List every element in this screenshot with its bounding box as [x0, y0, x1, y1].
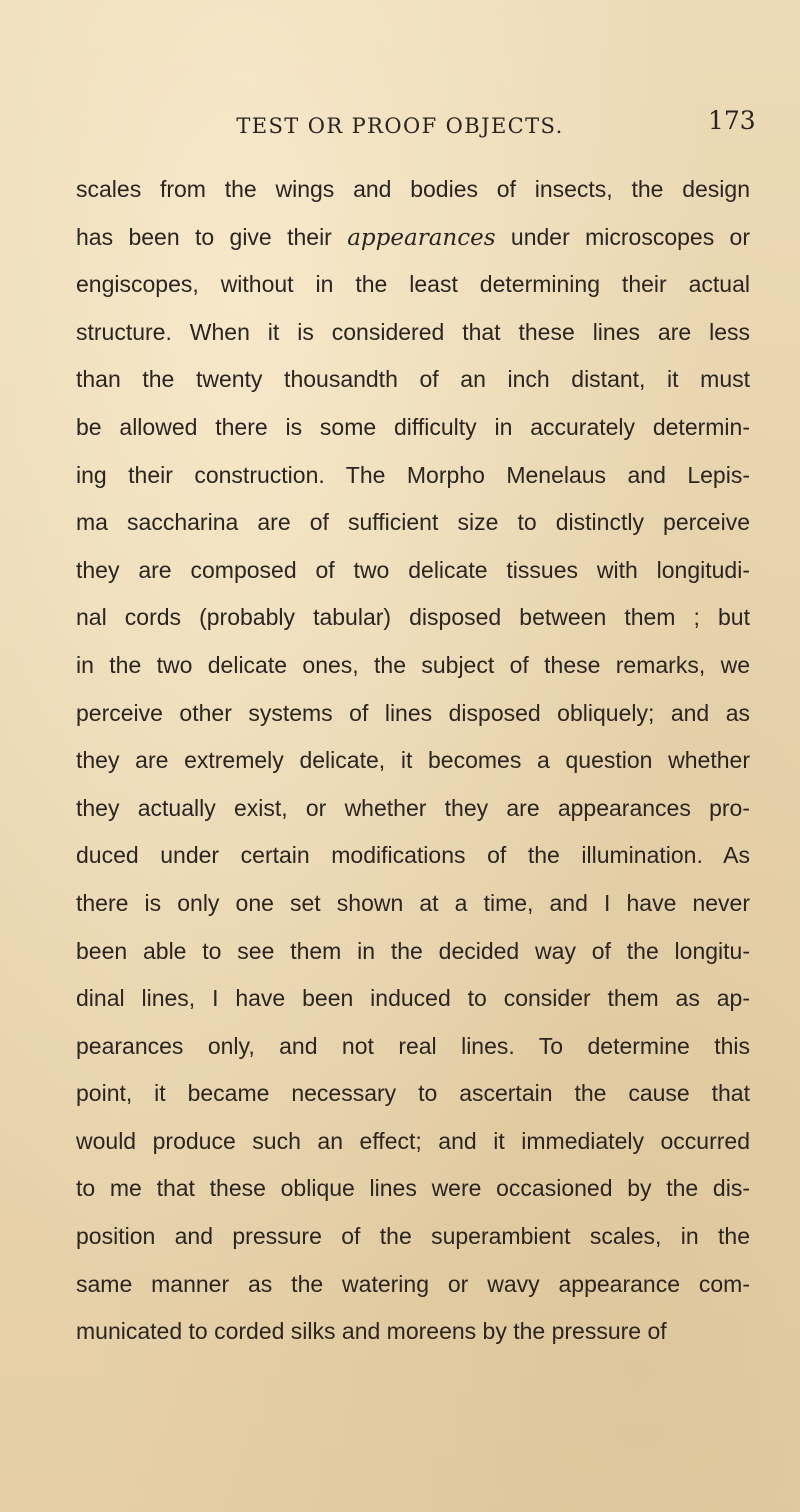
- text-line: dinal lines, I have been induced to consider them as ap-: [76, 985, 750, 1012]
- page-header: [0, 106, 800, 146]
- text-line: they are extremely delicate, it becomes a question whether: [76, 747, 750, 774]
- text-line: they are composed of two delicate tissues with longitudi-: [76, 556, 750, 583]
- page-number: 173: [708, 106, 756, 135]
- text-line: to me that these oblique lines were occasioned by the dis-: [76, 1175, 750, 1202]
- text-line: would produce such an effect; and it immediately occurred: [76, 1127, 750, 1154]
- text-line: engiscopes, without in the least determining their actual: [76, 271, 750, 298]
- text-line: [76, 214, 750, 262]
- text-line: there is only one set shown at a time, and I have never: [76, 889, 750, 916]
- text-line: duced under certain modifications of the illumination. As: [76, 842, 750, 869]
- text-line: than the twenty thousandth of an inch distant, it must: [76, 366, 750, 393]
- text-line: pearances only, and not real lines. To determine this: [76, 1032, 750, 1059]
- text-line: scales from the wings and bodies of insects, the design: [76, 176, 750, 202]
- text-fragment: has been to give their: [76, 223, 332, 250]
- text-line: ma saccharina are of sufficient size to distinctly perceive: [76, 509, 750, 536]
- text-line: same manner as the watering or wavy appearance com-: [76, 1270, 750, 1297]
- text-line: been able to see them in the decided way of the longitu-: [76, 937, 750, 964]
- text-line: nal cords (probably tabular) disposed between them ; but: [76, 604, 750, 631]
- text-line: in the two delicate ones, the subject of these remarks, we: [76, 651, 750, 678]
- running-title: TEST OR PROOF OBJECTS.: [236, 114, 564, 138]
- text-line: structure. When it is considered that these lines are less: [76, 318, 750, 345]
- text-line: they actually exist, or whether they are appearances pro-: [76, 794, 750, 821]
- text-line: position and pressure of the superambient scales, in the: [76, 1223, 750, 1250]
- text-line: be allowed there is some difficulty in accurately determin-: [76, 413, 750, 440]
- text-line: ing their construction. The Morpho Menelaus and Lepis-: [76, 461, 750, 488]
- text-line: point, it became necessary to ascertain the cause that: [76, 1080, 750, 1107]
- text-line: municated to corded silks and moreens by the pressure of: [76, 1318, 667, 1345]
- text-fragment: under microscopes or: [510, 223, 751, 250]
- text-line: perceive other systems of lines disposed obliquely; and as: [76, 699, 750, 726]
- italic-phrase: appearances: [347, 224, 496, 251]
- body-text: [76, 166, 750, 1356]
